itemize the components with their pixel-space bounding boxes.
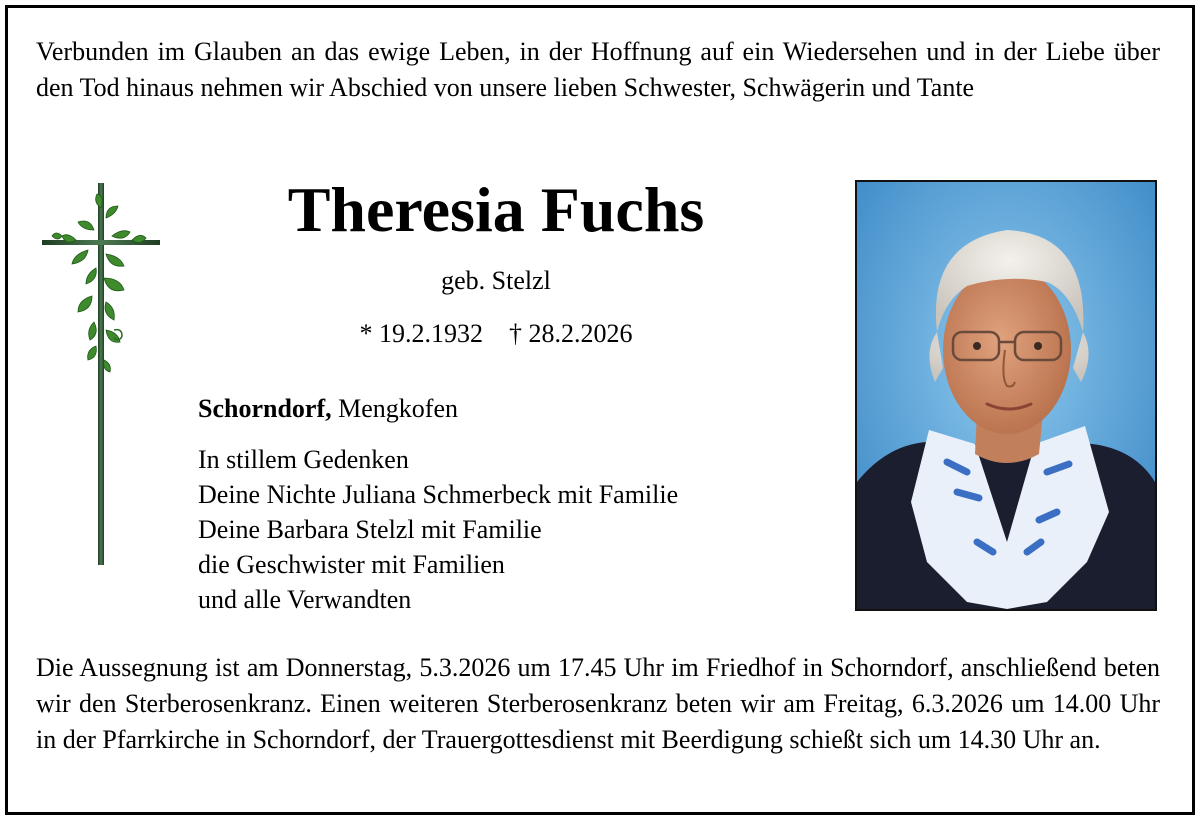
mourners-list bbox=[198, 442, 678, 617]
mourner-line: Deine Nichte Juliana Schmerbeck mit Familie bbox=[198, 480, 679, 509]
mourner-line: Deine Barbara Stelzl mit Familie bbox=[198, 515, 542, 544]
mourner-line: und alle Verwandten bbox=[198, 585, 412, 614]
mourner-line: In stillem Gedenken bbox=[198, 445, 409, 474]
death-date: † 28.2.2026 bbox=[509, 319, 633, 348]
life-dates bbox=[196, 318, 796, 350]
portrait-photo bbox=[855, 180, 1157, 611]
portrait-image bbox=[857, 182, 1155, 609]
birth-date: * 19.2.1932 bbox=[359, 319, 483, 348]
deceased-name: Theresia Fuchs bbox=[287, 174, 705, 245]
ivy-cross-icon bbox=[36, 178, 166, 573]
mourner-line: die Geschwister mit Familien bbox=[198, 550, 505, 579]
maiden-name: geb. Stelzl bbox=[441, 266, 551, 295]
location-line bbox=[198, 392, 458, 426]
location-primary: Schorndorf, bbox=[198, 394, 332, 423]
location-secondary: Mengkofen bbox=[338, 394, 458, 423]
intro-text: Verbunden im Glauben an das ewige Leben, in der Hoffnung auf ein Wiedersehen und in der Liebe über den Tod hinaus nehmen wir Abschied von unsere lieben Schwester, Schwägerin und Tante bbox=[36, 37, 1160, 102]
closing-text: Die Aussegnung ist am Donnerstag, 5.3.2026 um 17.45 Uhr im Friedhof in Schorndorf, anschließend beten wir den Sterberosenkranz. Einen weiteren Sterberosenkranz beten wir am Freitag, 6.3.2026 um 14.00 Uhr in der Pfarrkirche in Schorndorf, der Trauergottesdienst mit Beerdigung schießt sich um 14.30 Uhr an. bbox=[36, 653, 1160, 754]
